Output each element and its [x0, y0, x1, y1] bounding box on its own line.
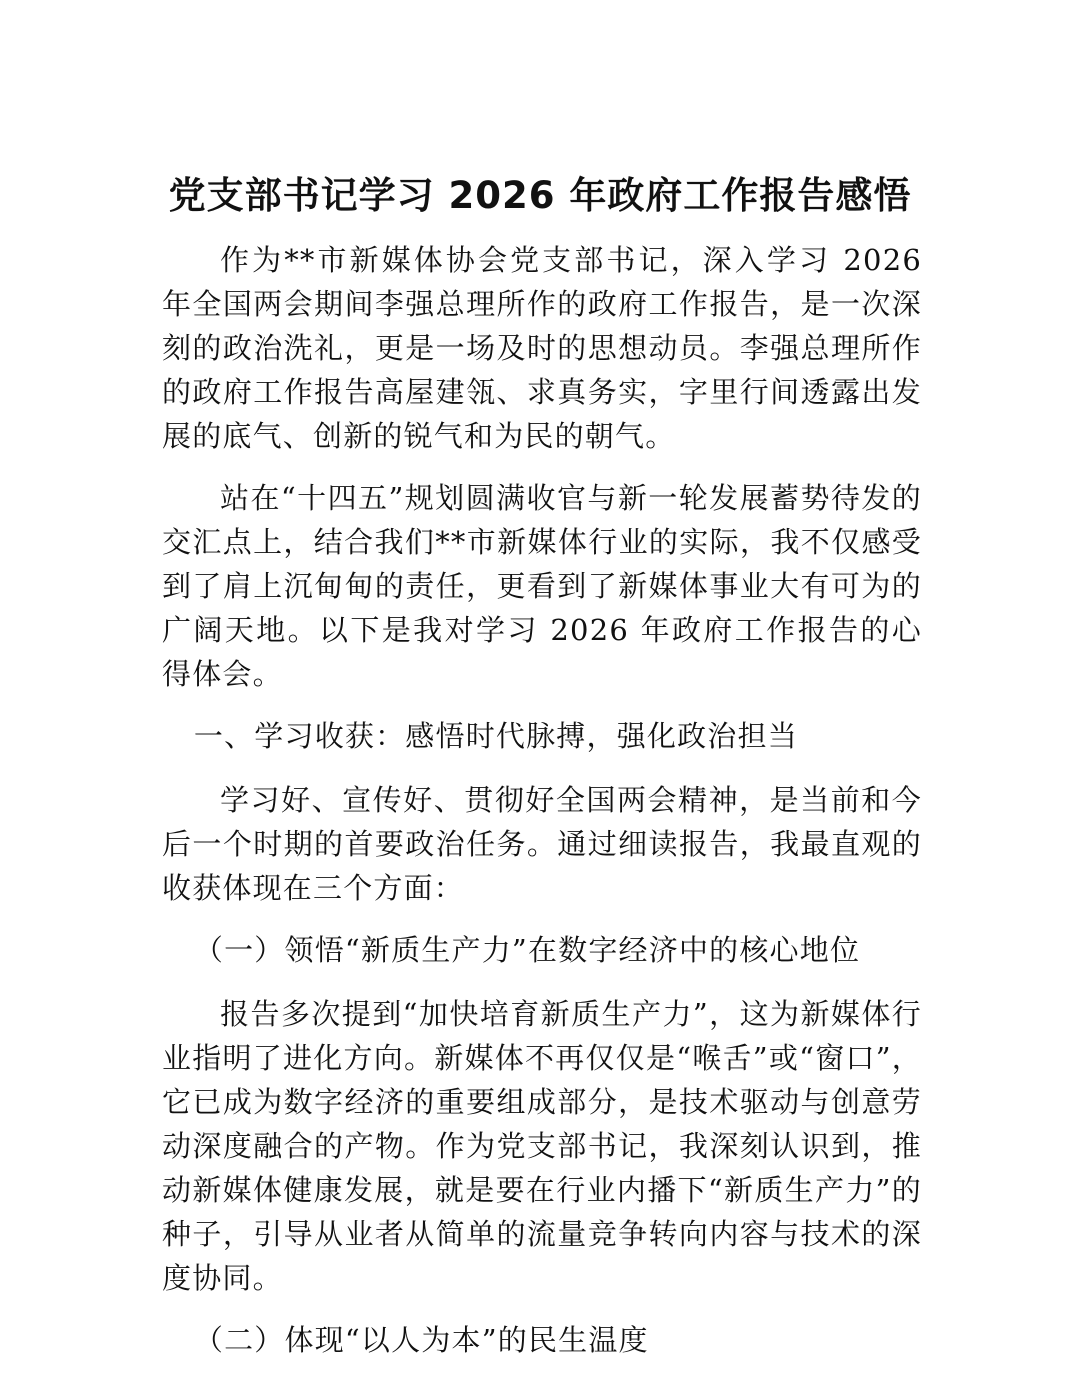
section-heading-1: 一、学习收获：感悟时代脉搏，强化政治担当 — [193, 719, 798, 753]
paragraph-intro: 作为**市新媒体协会党支部书记，深入学习 2026 年全国两会期间李强总理所作的政府工作报告，是一次深刻的政治洗礼，更是一场及时的思想动员。李强总理所作的政府工作报告高屋建瓴、求真务实，字里行间透露出发展的底气、创新的锐气和为民的朝气。 — [162, 243, 922, 453]
subsection-heading-2: （二）体现“以人为本”的民生温度 — [193, 1323, 649, 1357]
document-title: 党支部书记学习 2026 年政府工作报告感悟 — [168, 174, 912, 217]
paragraph-section-1: 学习好、宣传好、贯彻好全国两会精神，是当前和今后一个时期的首要政治任务。通过细读报告，我最直观的收获体现在三个方面： — [162, 783, 922, 905]
document-body — [162, 238, 922, 1382]
paragraph-subsection-1: 报告多次提到“加快培育新质生产力”，这为新媒体行业指明了进化方向。新媒体不再仅仅是“喉舌”或“窗口”，它已成为数字经济的重要组成部分，是技术驱动与创意劳动深度融合的产物。作为党支部书记，我深刻认识到，推动新媒体健康发展，就是要在行业内播下“新质生产力”的种子，引导从业者从简单的流量竞争转向内容与技术的深度协同。 — [162, 997, 922, 1295]
subsection-heading-1: （一）领悟“新质生产力”在数字经济中的核心地位 — [193, 933, 861, 967]
paragraph-context: 站在“十四五”规划圆满收官与新一轮发展蓄势待发的交汇点上，结合我们**市新媒体行业的实际，我不仅感受到了肩上沉甸甸的责任，更看到了新媒体事业大有可为的广阔天地。以下是我对学习 2026 年政府工作报告的心得体会。 — [162, 481, 922, 691]
